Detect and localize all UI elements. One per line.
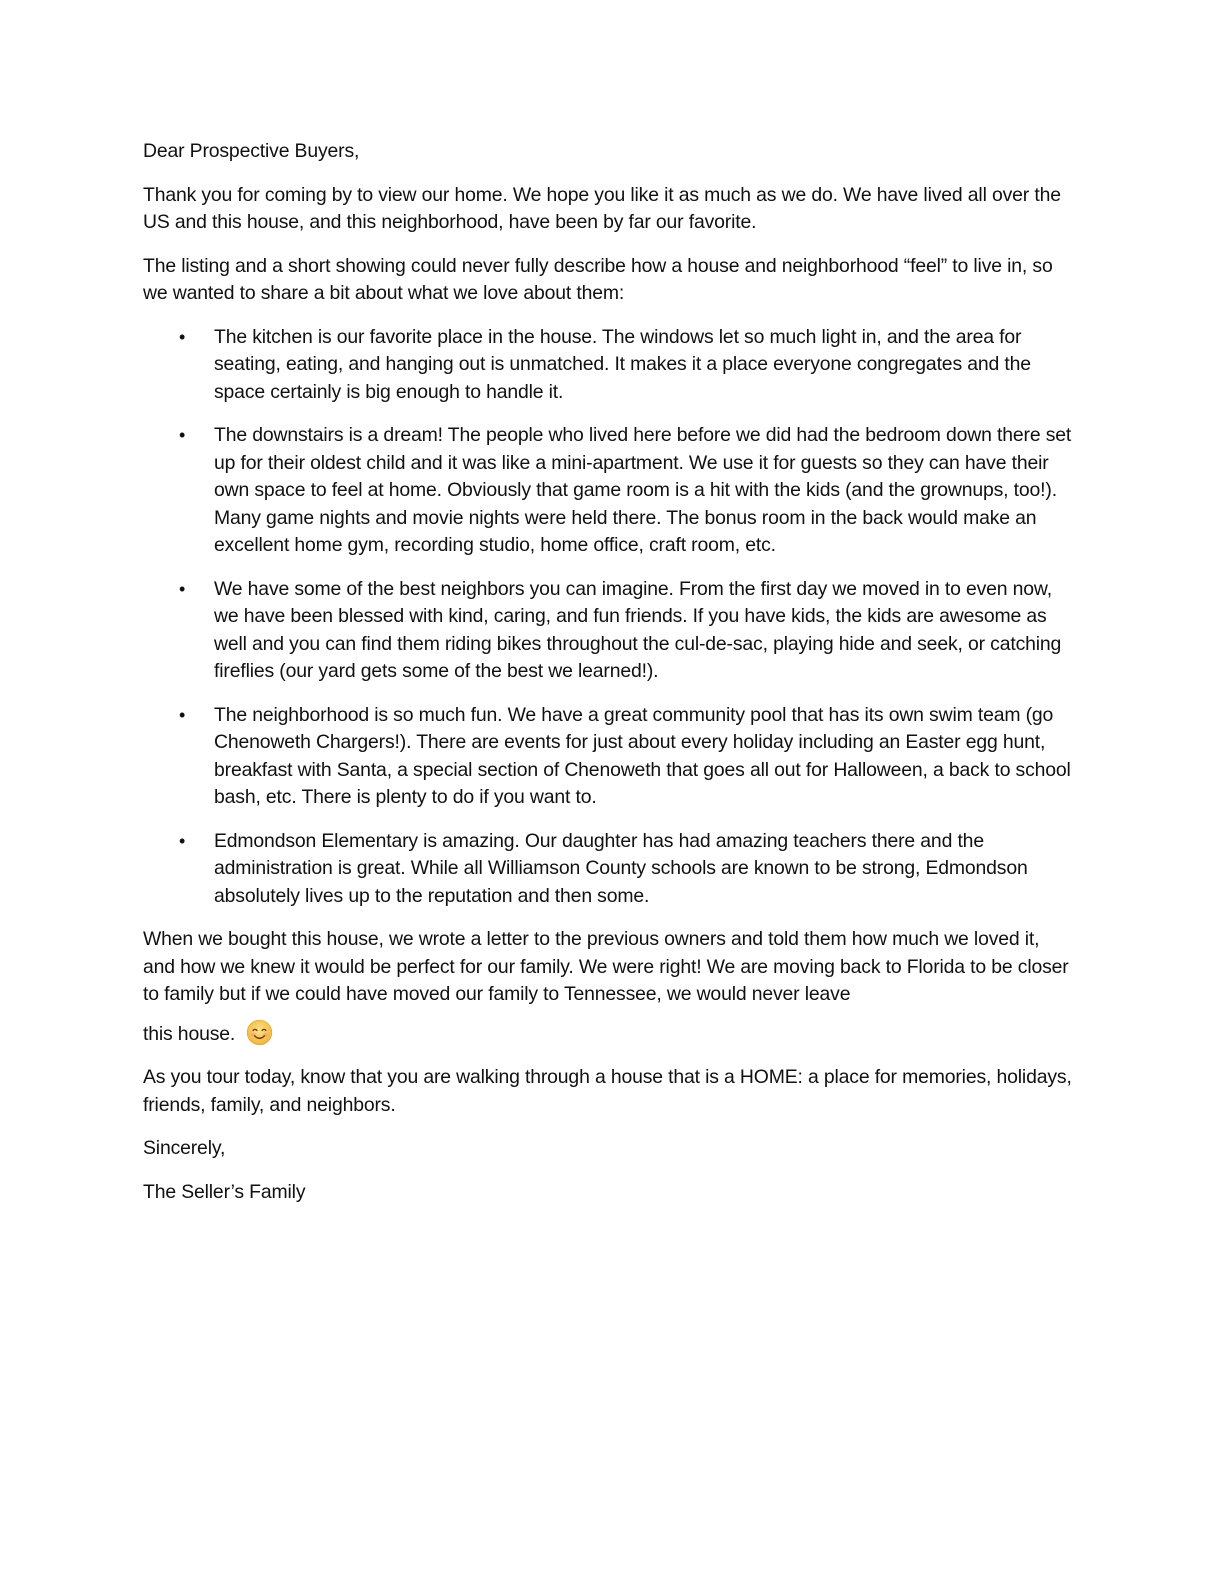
bullet-icon: •	[179, 425, 186, 445]
list-item-text: The kitchen is our favorite place in the house. The windows let so much light in, and the area for seating, eating, and hanging out is unmatched. It makes it a place everyone congregates and the space certainly is big enough to handle it.	[214, 325, 1031, 403]
list-item-text: Edmondson Elementary is amazing. Our daughter has had amazing teachers there and the administration is great. While all Williamson County schools are known to be strong, Edmondson absolutely lives up to the reputation and then some.	[214, 829, 1028, 907]
history-text: When we bought this house, we wrote a letter to the previous owners and told them how much we loved it, and how we knew it would be perfect for our family. We were right! We are moving back to Florida to be closer to family but if we could have moved our family to Tennessee, we would never leave	[143, 928, 1069, 1005]
bullet-icon: •	[179, 578, 186, 599]
bullet-icon: •	[179, 704, 186, 725]
history-end-line	[143, 1019, 273, 1049]
bullet-icon: •	[179, 830, 186, 851]
list-item-text: The neighborhood is so much fun. We have a great community pool that has its own swim team (go Chenoweth Chargers!). There are events for just about every holiday including an Easter egg hunt, breakfast with Santa, a special section of Chenoweth that goes all out for Halloween, a back to school bash, etc. There is plenty to do if you want to.	[214, 703, 1071, 808]
history-end-text: this house.	[143, 1022, 236, 1045]
list-item	[143, 576, 1073, 686]
lead-in-paragraph: The listing and a short showing could never fully describe how a house and neighborhood “feel” to live in, so we wanted to share a bit about what we love about them:	[143, 254, 1053, 304]
list-item-text: The downstairs is a dream! The people who lived here before we did had the bedroom down there set up for their oldest child and it was like a mini-apartment. We use it for guests so they can have their own space to feel at home. Obviously that game room is a hit with the kids (and the grownups, too!). Many game nights and movie nights were held there. The bonus room in the back would make an excellent home gym, recording studio, home office, craft room, etc.	[214, 424, 1072, 556]
list-item	[143, 702, 1073, 812]
bullet-icon: •	[179, 326, 186, 347]
list-item	[143, 422, 1073, 560]
highlights-list	[143, 324, 1073, 911]
intro-paragraph: Thank you for coming by to view our home. We hope you like it as much as we do. We have lived all over the US and this house, and this neighborhood, have been by far our favorite.	[143, 183, 1061, 233]
list-item	[143, 324, 1073, 407]
list-item	[143, 828, 1073, 911]
list-item-text: We have some of the best neighbors you can imagine. From the first day we moved in to even now, we have been blessed with kind, caring, and fun friends. If you have kids, the kids are awesome as well and you can find them riding bikes throughout the cul-de-sac, playing hide and seek, or catching fireflies (our yard gets some of the best we learned!).	[214, 577, 1062, 682]
history-paragraph	[143, 926, 1073, 1048]
tour-paragraph: As you tour today, know that you are walking through a house that is a HOME: a place for memories, holidays, friends, family, and neighbors.	[143, 1066, 1072, 1116]
closing: Sincerely,	[143, 1137, 226, 1159]
smiling-face-icon	[246, 1019, 273, 1046]
signature: The Seller’s Family	[143, 1180, 306, 1203]
salutation: Dear Prospective Buyers,	[143, 140, 360, 162]
letter	[143, 138, 1073, 1222]
